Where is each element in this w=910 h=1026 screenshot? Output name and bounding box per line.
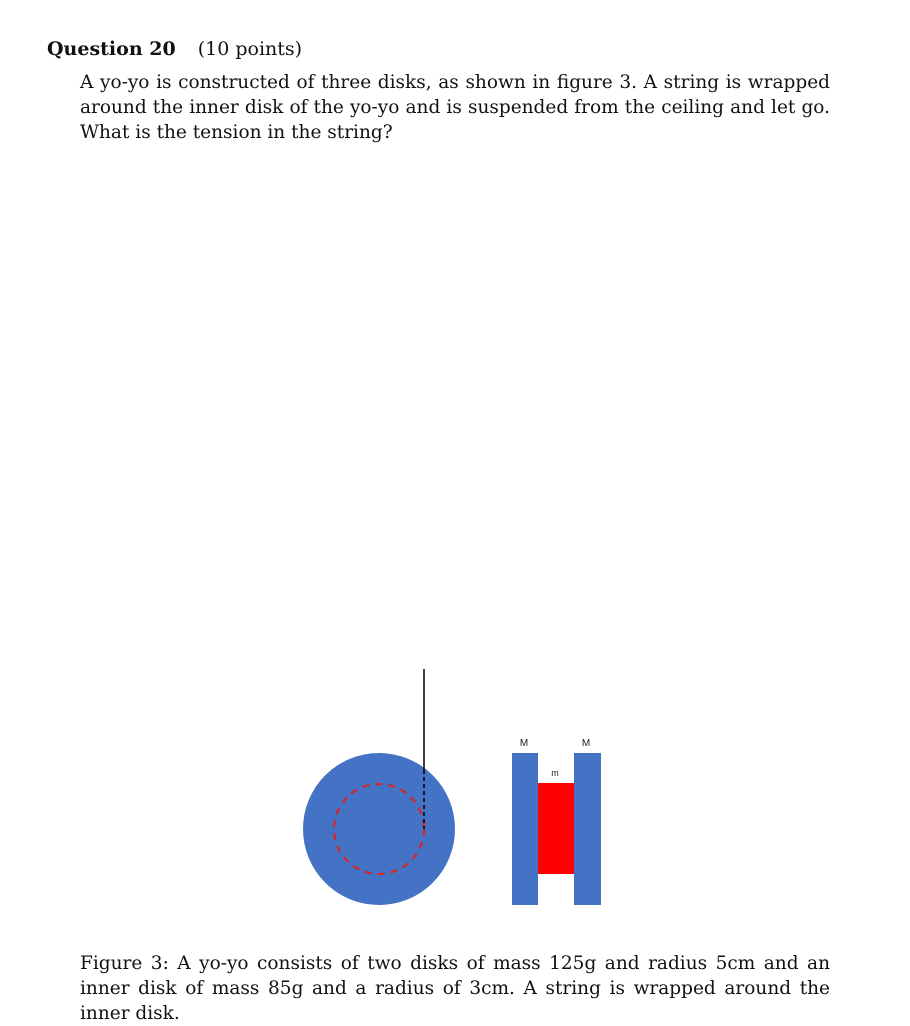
- inner-disk-side-view: [538, 783, 574, 874]
- label-outer-mass-right: M: [581, 738, 591, 749]
- label-inner-mass: m: [551, 768, 559, 778]
- outer-disk-front-view: [303, 753, 455, 905]
- outer-disk-right-side-view: [574, 753, 601, 905]
- figure-caption: Figure 3: A yo-yo consists of two disks of mass 125g and radius 5cm and an inner disk of mass 85g and a radius of 3cm. A string is wrapped around the inner disk.: [80, 953, 830, 1024]
- question-body: A yo-yo is constructed of three disks, as shown in figure 3. A string is wrapped around the inner disk of the yo-yo and is suspended from the ceiling and let go. What is the tension in the string?: [80, 72, 830, 143]
- question-title: Question 20: [47, 38, 176, 60]
- label-outer-mass-left: M: [519, 738, 529, 749]
- outer-disk-left-side-view: [512, 753, 538, 905]
- question-points: (10 points): [197, 38, 303, 60]
